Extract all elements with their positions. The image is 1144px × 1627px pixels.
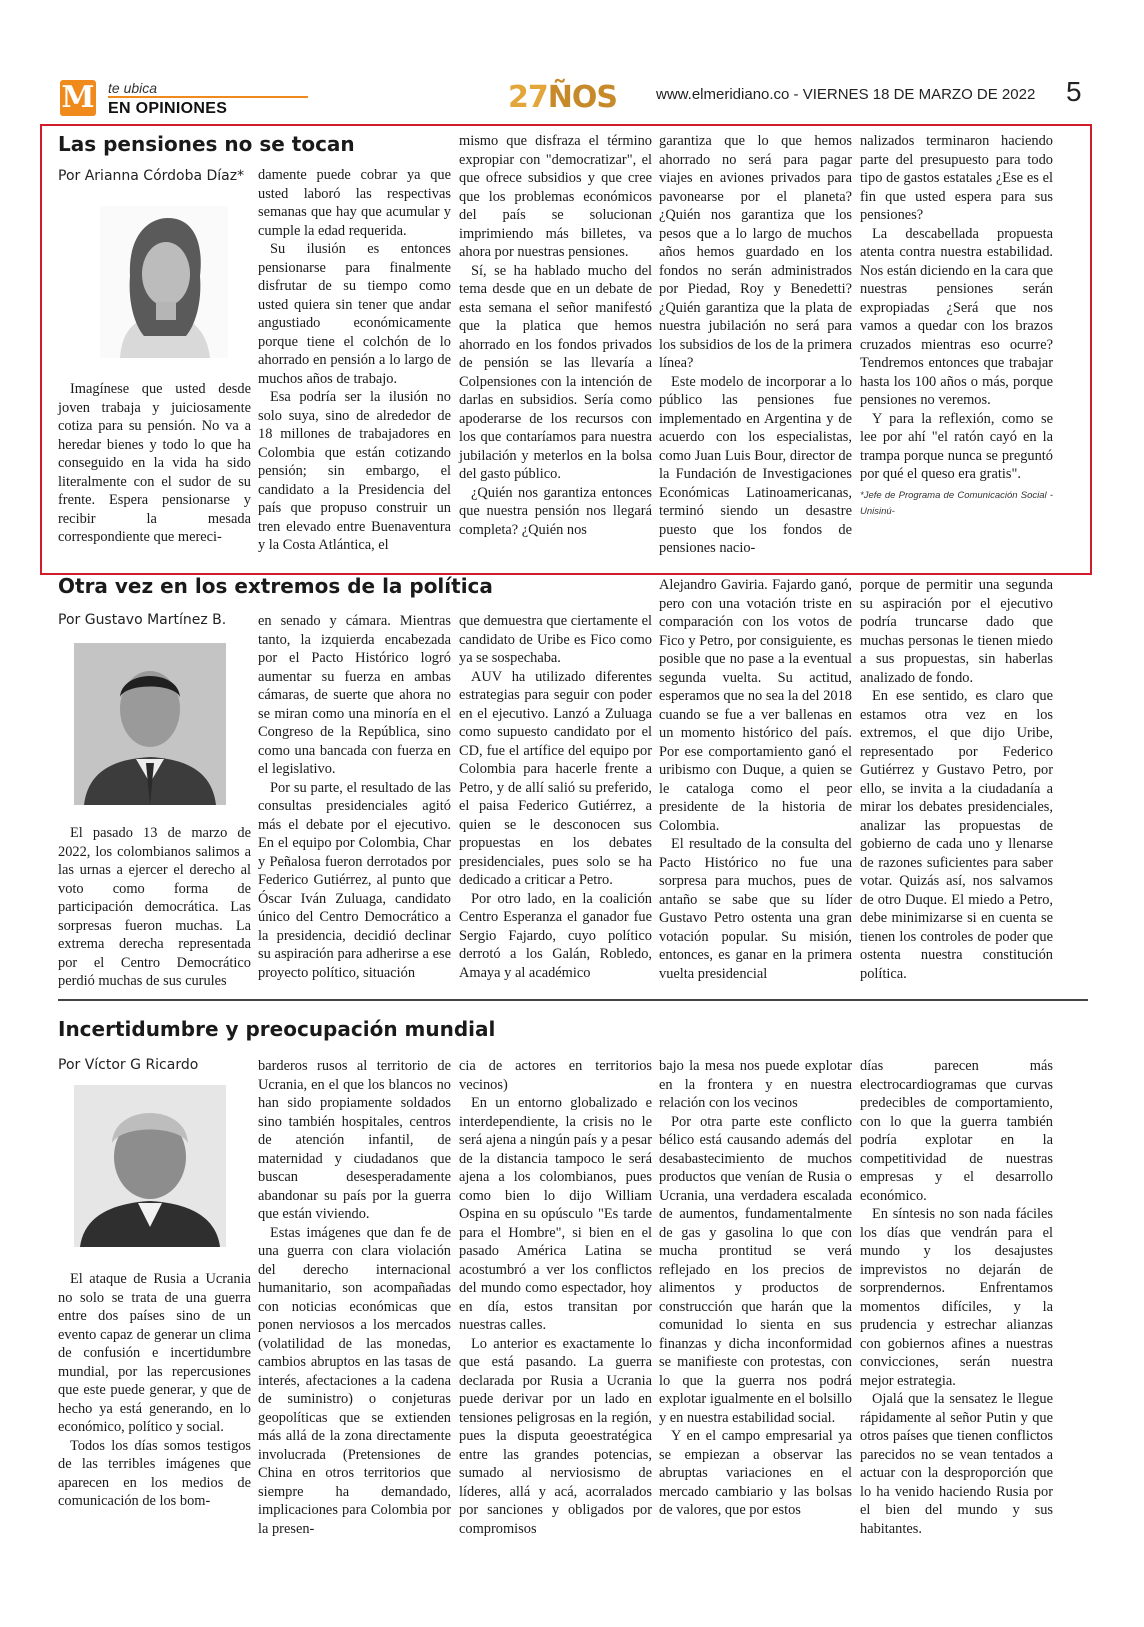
author-note: *Jefe de Programa de Comunicación Social - Unisinú- — [860, 489, 1053, 517]
paragraph: El pasado 13 de marzo de 2022, los colombianos salimos a las urnas a ejercer el derecho al voto como forma de participación democrática. Las sorpresas fueron muchas. La extrema derecha representada por el Centro Democrático perdió muchas de sus curules — [58, 825, 251, 989]
paragraph: Su ilusión es entonces pensionarse para finalmente disfrutar de su tiempo como usted quiera sin tener que andar angustiado económicamente porque tiene el colchón de lo ahorrado en pensión a lo largo de muchos años de trabajo. — [258, 241, 451, 387]
paragraph: bajo la mesa nos puede explotar en la frontera y en nuestra relación con los vecinos — [659, 1058, 852, 1111]
page-number: 5 — [1066, 76, 1082, 107]
paragraph: Esa podría ser la ilusión no solo suya, sino de alrededor de 18 millones de trabajadores en Colombia que están cotizando pensión; sin embargo, el candidato a la Presidencia del país que propuso construir un tren elevado entre Buenaventura y la Costa Atlántica, el — [258, 389, 451, 553]
paragraph: Por otra parte este conflicto bélico está causando además del desabastecimiento de muchos productos que venían de Rusia o Ucrania, una verdadera escalada de aumentos, fundamentalmente de gas y gasolina lo que con mucha prontitud se verá reflejado en los precios de alimentos y productos de construcción que harán que la comunidad lo sienta en sus finanzas y dicha inconformidad se manifieste con protestas, con lo que la guerra nos podrá explotar igualmente en el bolsillo y en nuestra estabilidad social. — [659, 1113, 852, 1426]
paragraph: Y en el campo empresarial ya se empiezan a observar las abruptas variaciones en el mercado cambiario y las bolsas de valores, que por estos — [659, 1428, 852, 1518]
paragraph: damente puede cobrar ya que usted laboró las respectivas semanas que hay que acumular y cumple la edad requerida. — [258, 167, 451, 239]
article1-column-3 — [459, 132, 652, 539]
paragraph: AUV ha utilizado diferentes estrategias para seguir con poder en el ejecutivo. Lanzó a Zuluaga como supuesto candidato por el CD, fue el artífice del equipo por Colombia para hacerle frente a Petro, y de allí salió su preferido, el paisa Federico Gutiérrez, a quien se le desconocen sus propuestas en los debates presidenciales, pues solo se ha dedicado a criticar a Petro. — [459, 668, 652, 888]
paragraph: En síntesis no son nada fáciles los días que vendrán para el mundo y los desajustes imprevistos no dejarán de sorprendernos. Enfrentamos momentos difíciles, y la prudencia y estrechar alianzas con gobiernos afines a nuestras convicciones, serán nuestra mejor estrategia. — [860, 1206, 1053, 1389]
article1-byline: Por Arianna Córdoba Díaz* — [58, 168, 245, 184]
paragraph: que demuestra que ciertamente el candidato de Uribe es Fico como ya se sospechaba. — [459, 613, 652, 666]
article3-byline: Por Víctor G Ricardo — [58, 1057, 199, 1073]
paragraph: Y para la reflexión, como se lee por ahí "el ratón cayó en la trampa porque nunca se preguntó por qué el queso era gratis". — [860, 410, 1053, 482]
paragraph: porque de permitir una segunda su aspiración por el ejecutivo podría truncarse dado que muchas personas le tienen miedo a sus propuestas, sin haberlas analizado de fondo. — [860, 577, 1053, 686]
article2-column-4 — [659, 576, 852, 983]
paragraph: Por otro lado, en la coalición Centro Esperanza el ganador fue Sergio Fajardo, cuyo político derrotó a los Galán, Robledo, Amaya y al académico — [459, 890, 652, 981]
article3-author-photo — [74, 1085, 226, 1247]
paragraph: La descabellada propuesta atenta contra nuestra estabilidad. Nos están diciendo en la cara que nuestras pensiones serán expropiadas ¿Será que nos vamos a quedar con los brazos cruzados mientras eso ocurre? Tendremos entonces que trabajar hasta los 100 años o más, porque pensiones no veremos. — [860, 225, 1053, 408]
article1-author-photo — [100, 206, 228, 358]
anniversary-logo — [508, 80, 617, 115]
article3-column-4 — [659, 1057, 852, 1520]
anniversary-word: ÑOS — [547, 80, 617, 115]
paragraph: Alejandro Gaviria. Fajardo ganó, pero con una votación triste en comparación con los votos de Fico y Petro, por consiguiente, es posible que no pase a la eventual segunda vuelta. Su actitud, esperamos que no sea la del 2018 cuando se fue a ver ballenas en un momento histórico del país. Por ese comportamiento ganó el uribismo con Duque, a quien se le cataloga como el peor presidente de la historia de Colombia. — [659, 577, 852, 834]
paragraph: garantiza que lo que hemos ahorrado no será para pagar viajes en aviones privados para pavonearse por el planeta? ¿Quién nos garantiza que los pesos que a lo largo de muchos años hemos guardado en los fondos no serán administrados por Piedad, Roy y Benedetti? ¿Quién garantiza que la plata de nuestra jubilación no será para los subsidios de los de la primera línea? — [659, 133, 852, 371]
header-accent-line — [108, 96, 308, 98]
section-divider — [58, 999, 1088, 1001]
article1-column-2 — [258, 166, 451, 555]
article2-column-1 — [58, 824, 251, 991]
paragraph: Imagínese que usted desde joven trabaja y juiciosamente cotiza para su pensión. No va a heredar bienes y todo lo que ha conseguido en la vida ha sido literalmente con el sudor de su frente. Espera pensionarse y recibir la mesada correspondiente que mereci- — [58, 381, 251, 545]
paragraph: en senado y cámara. Mientras tanto, la izquierda encabezada por el Pacto Histórico logró aumentar su fuerza en ambas cámaras, de suerte que ahora no se miran como una minoría en el Congreso de la República, sino como una bancada con fuerza en el legislativo. — [258, 613, 451, 777]
paragraph: En ese sentido, es claro que estamos otra vez en los extremos, el que dijo Uribe, representado por Federico Gutiérrez y Gustavo Petro, por ello, se invita a la ciudadanía a mirar los debates presidenciales, analizar las propuestas de gobierno de cada uno y llenarse de razones suficientes para saber votar. Quizás así, nos salvamos de otro Duque. El miedo a Petro, debe minimizarse si en cuenta se tienen los controles de poder que ostenta nuestra constitución política. — [860, 688, 1053, 982]
article1-title: Las pensiones no se tocan — [58, 132, 355, 156]
paragraph: nalizados terminaron haciendo parte del presupuesto para todo tipo de gastos estatales ¿Ese es el fin que usted espera para sus pensiones? — [860, 133, 1053, 223]
paragraph: Por su parte, el resultado de las consultas presidenciales agitó más el debate por el ejecutivo. En el equipo por Colombia, Char y Peñalosa fueron derrotados por Federico Gutiérrez, al punto que Óscar Iván Zuluaga, candidato único del Centro Democrático a la presidencia, decidió declinar su aspiración para adherirse a ese proyecto político, situación — [258, 779, 451, 981]
anniversary-number: 27 — [508, 80, 548, 115]
section-name: EN OPINIONES — [108, 100, 228, 117]
newspaper-logo: M — [61, 80, 95, 115]
paragraph: Sí, se ha hablado mucho del tema desde que en un debate de esta semana el señor manifestó que la platica que hemos ahorrado en los fondos privados de pensión se las llevaría a Colpensiones con la intención de darlas en subsidios. Sería como apoderarse de los recursos con los que contaríamos para nuestra jubilación y meterlos en la bolsa del gasto público. — [459, 262, 652, 482]
paragraph: barderos rusos al territorio de Ucrania, en el que los blancos no han sido propiamente soldados sino también hospitales, centros de atención infantil, de maternidad y ciudadanos que buscan desesperadamente abandonar su país por la guerra que están viviendo. — [258, 1058, 451, 1222]
paragraph: cia de actores en territorios vecinos) — [459, 1058, 652, 1093]
article3-column-3 — [459, 1057, 652, 1538]
paragraph: En un entorno globalizado e interdependiente, la crisis no le será ajena a ningún país y a pesar de la distancia tampoco le será ajena a los colombianos, pues como bien lo dijo William Ospina en su opúsculo "Es tarde para el Hombre", si bien en el pasado América Latina se acostumbró a ver los conflictos del mundo como espectador, hoy en día, estos transitan por nuestras calles. — [459, 1095, 652, 1333]
paragraph: ¿Quién nos garantiza entonces que nuestra pensión nos llegará completa? ¿Quién nos — [459, 484, 652, 538]
article1-column-1 — [58, 380, 251, 547]
article2-column-3 — [459, 612, 652, 982]
article1-column-5 — [860, 132, 1053, 520]
header-date-url: www.elmeridiano.co - VIERNES 18 DE MARZO DE 2022 — [656, 86, 1036, 103]
article3-column-1 — [58, 1270, 251, 1511]
article3-column-5 — [860, 1057, 1053, 1538]
paragraph: Lo anterior es exactamente lo que está pasando. La guerra declarada por Rusia a Ucrania puede derivar por un lado en tensiones peligrosas en la región, pues la disputa geoestratégica entre las grandes potencias, sumado al nerviosismo de líderes, allá y acá, acorralados por sanciones y obligados por compromisos — [459, 1335, 652, 1537]
paragraph: Ojalá que la sensatez le llegue rápidamente al señor Putin y que otros países que tienen conflictos parecidos no se vean tentados a actuar con la desproporción que lo ha venido haciendo Rusia por el bien del mundo y sus habitantes. — [860, 1391, 1053, 1537]
paragraph: días parecen más electrocardiogramas que curvas predecibles de comportamiento, con lo que la guerra también podría explotar en la competitividad de nuestras empresas y el desarrollo económico. — [860, 1058, 1053, 1204]
article2-byline: Por Gustavo Martínez B. — [58, 612, 227, 628]
paragraph: mismo que disfraza el término expropiar con "democratizar", el que ofrece subsidios y que cree que los problemas económicos del país se solucionan imprimiendo más billetes, va ahora por nuestras pensiones. — [459, 133, 652, 260]
article2-title: Otra vez en los extremos de la política — [58, 574, 493, 598]
paragraph: El resultado de la consulta del Pacto Histórico no fue una sorpresa para muchos, pues de antaño se sabe que su líder Gustavo Petro ostenta una gran votación popular. Su misión, entonces, es ganar en la primera vuelta presidencial — [659, 836, 852, 982]
article2-author-photo — [74, 643, 226, 805]
tagline: te ubica — [108, 80, 158, 96]
paragraph: El ataque de Rusia a Ucrania no solo se trata de una guerra entre dos países sino de un evento capaz de generar un clima de confusión e incertidumbre mundial, por las repercusiones que este puede generar, y que de hecho ya está generando, en lo económico, político y social. — [58, 1271, 251, 1435]
article2-column-5 — [860, 576, 1053, 983]
paragraph: Estas imágenes que dan fe de una guerra con clara violación del derecho internacional humanitario, son acompañadas con noticias económicas que ponen nerviosos a los mercados (volatilidad de las monedas, cambios abruptos en las tasas de interés, afectaciones a la cadena de suministro) o conjeturas geopolíticas que se extienden más allá de la zona directamente involucrada (Pretensiones de China en otros territorios que siempre ha demandado, implicaciones para Colombia por la presen- — [258, 1224, 451, 1537]
paragraph: Este modelo de incorporar a lo público las pensiones fue implementado en Argentina y de acuerdo con los especialistas, como Juan Luis Bour, director de la Fundación de Investigaciones Económicas Latinoamericanas, terminó siendo un desastre puesto que los fondos de pensiones nacio- — [659, 373, 852, 556]
paragraph: Todos los días somos testigos de las terribles imágenes que aparecen en los medios de comunicación de los bom- — [58, 1437, 251, 1509]
article3-title: Incertidumbre y preocupación mundial — [58, 1017, 496, 1041]
article2-column-2 — [258, 612, 451, 982]
article1-column-4 — [659, 132, 852, 558]
article3-column-2 — [258, 1057, 451, 1538]
